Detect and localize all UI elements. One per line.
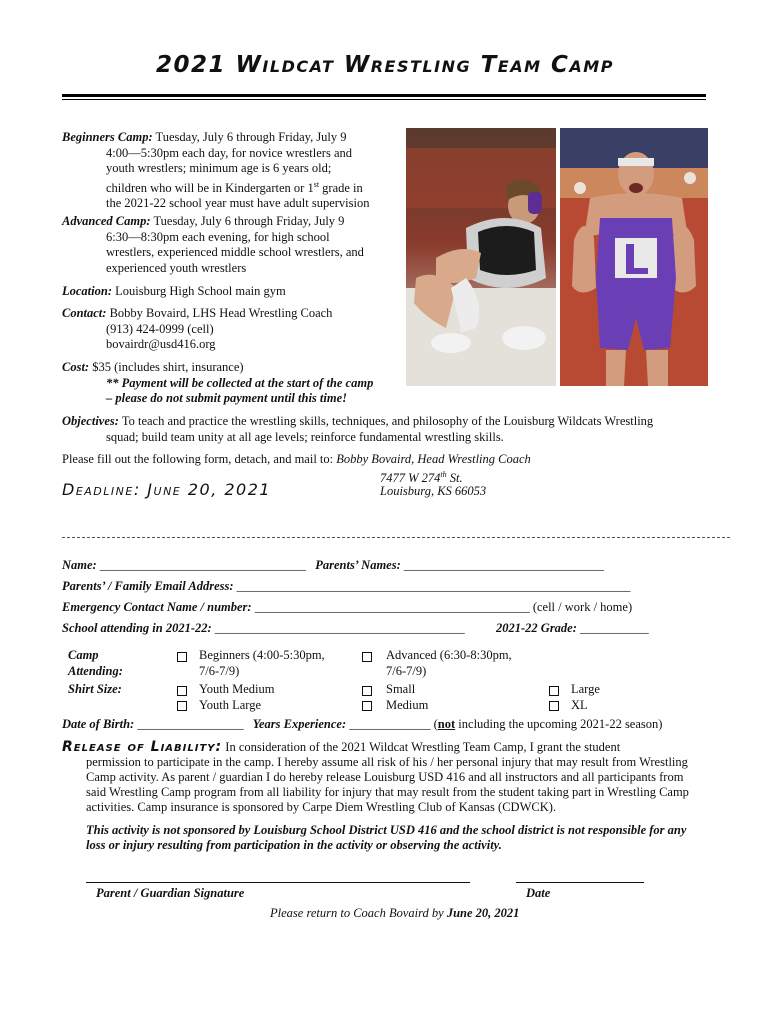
advanced-desc-2: experienced youth wrestlers xyxy=(106,260,247,275)
email-field[interactable]: _______________________________________________________________ xyxy=(236,579,631,593)
experience-note: (not including the upcoming 2021-22 season) xyxy=(433,717,663,731)
contact-section xyxy=(62,306,402,353)
location-label: Location: xyxy=(62,284,112,298)
cost-value: $35 (includes shirt, insurance) xyxy=(92,360,244,374)
beginners-time: 4:00—5:30pm each day, for novice wrestlers and xyxy=(106,145,352,160)
beginners-dates: Tuesday, July 6 through Friday, July 9 xyxy=(155,130,347,144)
objectives-label: Objectives: xyxy=(62,414,119,428)
cost-label: Cost: xyxy=(62,360,90,374)
name-label: Name: xyxy=(62,558,97,572)
objectives-text-2: squad; build team unity at all age levels; reinforce fundamental wrestling skills. xyxy=(106,429,504,444)
mail-intro: Please fill out the following form, detach, and mail to: xyxy=(62,452,334,466)
beginners-desc: youth wrestlers; minimum age is 6 years old; xyxy=(106,161,332,175)
parents-field[interactable]: ________________________________ xyxy=(403,558,604,572)
beginners-checkbox[interactable] xyxy=(177,652,187,662)
date-label: Date xyxy=(526,886,551,900)
advanced-checkbox[interactable] xyxy=(362,652,372,662)
advanced-label: Advanced Camp: xyxy=(62,214,151,228)
contact-email[interactable]: bovairdr@usd416.org xyxy=(106,337,216,351)
form-dob-row xyxy=(62,717,732,732)
mail-recipient: Bobby Bovaird, Head Wrestling Coach xyxy=(336,452,531,466)
experience-label: Years Experience: xyxy=(252,717,347,731)
beginners-label: Beginners Camp: xyxy=(62,130,153,144)
form-emergency-row xyxy=(62,600,722,615)
parents-label: Parents’ Names: xyxy=(315,558,401,572)
signature-label: Parent / Guardian Signature xyxy=(96,886,245,900)
district-disclaimer: This activity is not sponsored by Louisburg School District USD 416 and the school district is not responsible for any loss or injury resulting from participation in the activity or observing the activity. xyxy=(86,823,687,852)
date-line[interactable] xyxy=(516,882,644,883)
shirt-large-checkbox[interactable] xyxy=(549,686,559,696)
shirt-small-checkbox[interactable] xyxy=(362,686,372,696)
deadline-heading: Deadline: June 20, 2021 xyxy=(62,480,272,499)
shirt-label: Shirt Size: xyxy=(68,682,122,696)
mail-address-line2: Louisburg, KS 66053 xyxy=(380,484,487,498)
signature-line[interactable] xyxy=(86,882,470,883)
grade-label: 2021-22 Grade: xyxy=(496,621,577,635)
shirt-youth-options: Youth Medium Youth Large xyxy=(199,682,275,712)
experience-field[interactable]: _____________ xyxy=(349,717,431,731)
contact-name: Bobby Bovaird, LHS Head Wrestling Coach xyxy=(109,306,333,320)
return-note: Please return to Coach Bovaird by June 20, 2021 xyxy=(270,906,520,920)
school-field[interactable]: ________________________________________ xyxy=(214,621,465,635)
beginners-grade: children who will be in Kindergarten or 1st grade in xyxy=(106,179,363,195)
emergency-label: Emergency Contact Name / number: xyxy=(62,600,252,614)
beginners-section xyxy=(62,130,402,212)
emergency-field[interactable]: ____________________________________________ xyxy=(254,600,530,614)
advanced-section xyxy=(62,214,402,276)
shirt-xl-checkbox[interactable] xyxy=(549,701,559,711)
shirt-adult-options: Small Medium xyxy=(386,682,429,712)
cost-note: ** Payment will be collected at the start of the camp xyxy=(106,375,374,390)
form-grade-row xyxy=(496,621,649,636)
location-line xyxy=(62,284,286,300)
school-label: School attending in 2021-22: xyxy=(62,621,212,635)
emergency-suffix: (cell / work / home) xyxy=(532,600,633,614)
wrestling-photo-2 xyxy=(560,128,708,386)
shirt-large-options: Large XL xyxy=(571,682,600,712)
cost-note-2: – please do not submit payment until this time! xyxy=(106,391,348,405)
location-value: Louisburg High School main gym xyxy=(115,284,286,298)
advanced-desc: wrestlers, experienced middle school wrestlers, and xyxy=(106,245,364,259)
mail-address-line1: 7477 W 274th St. xyxy=(380,470,463,486)
advanced-time: 6:30—8:30pm each evening, for high school xyxy=(106,229,330,244)
shirt-youth-large-checkbox[interactable] xyxy=(177,701,187,711)
shirt-medium-checkbox[interactable] xyxy=(362,701,372,711)
form-name-row xyxy=(62,558,722,573)
detach-line xyxy=(62,537,730,538)
name-field[interactable]: _________________________________ xyxy=(99,558,307,572)
objectives-section xyxy=(62,414,722,445)
camp-label: Camp Attending: xyxy=(68,648,123,678)
beginners-supervision: the 2021-22 school year must have adult supervision xyxy=(106,196,370,211)
dob-label: Date of Birth: xyxy=(62,717,135,731)
contact-label: Contact: xyxy=(62,306,107,320)
cost-section xyxy=(62,360,402,407)
dob-field[interactable]: _________________ xyxy=(137,717,244,731)
title-rule-thin xyxy=(62,99,706,100)
release-section: Release of Liability: In consideration of the 2021 Wildcat Wrestling Team Camp, I grant the student permission to participate in the camp. I hereby assume all risk of his / her personal injury that may result from Wrestling Camp activity. As parent / guardian I do hereby release Louisburg USD 416 and all instructors and all participants from said Wrestling Camp program from all liability for injury that may result from the student taking part in Wrestling Camp activities. Camp insurance is sponsored by Carpe Diem Wrestling Club of Kansas (CDWCK). xyxy=(62,739,689,814)
beginners-option: Beginners (4:00-5:30pm, 7/6-7/9) xyxy=(199,648,325,678)
objectives-text: To teach and practice the wrestling skills, techniques, and philosophy of the Louisburg Wildcats Wrestling xyxy=(121,414,654,428)
mail-intro-line xyxy=(62,452,531,468)
contact-phone: (913) 424-0999 (cell) xyxy=(106,321,214,336)
title-rule xyxy=(62,94,706,97)
advanced-dates: Tuesday, July 6 through Friday, July 9 xyxy=(153,214,345,228)
email-label: Parents’ / Family Email Address: xyxy=(62,579,234,593)
wrestling-photo-1 xyxy=(406,128,556,386)
release-heading: Release of Liability: xyxy=(62,739,223,755)
grade-field[interactable]: ___________ xyxy=(580,621,649,635)
shirt-youth-medium-checkbox[interactable] xyxy=(177,686,187,696)
form-school-row xyxy=(62,621,465,636)
form-email-row xyxy=(62,579,722,594)
page-title: 2021 Wildcat Wrestling Team Camp xyxy=(156,52,614,78)
advanced-option: Advanced (6:30-8:30pm, 7/6-7/9) xyxy=(386,648,512,678)
